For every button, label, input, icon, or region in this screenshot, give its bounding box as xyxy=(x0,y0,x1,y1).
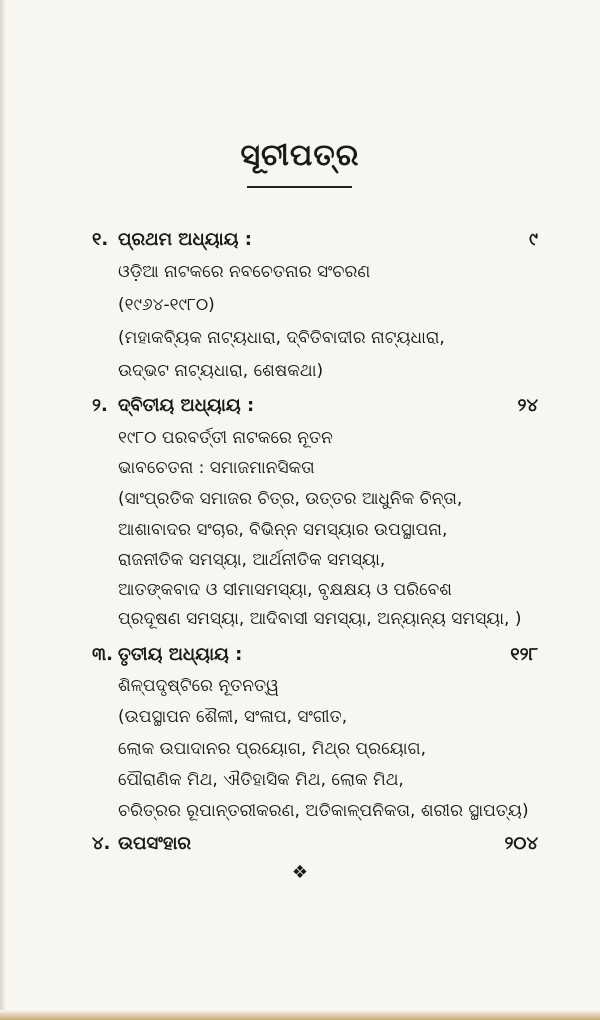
chapter-description-line: ଓଡ଼ିଆ ନାଟକରେ ନବଚେତନାର ସଂଚରଣ xyxy=(118,262,371,282)
chapter-description-line: (ଉପସ୍ଥାପନ ଶୈଳୀ, ସଂଳାପ, ସଂଗୀତ, xyxy=(118,707,348,727)
end-ornament-icon: ❖ xyxy=(291,862,309,883)
chapter-description-line: ଭାବଚେତନା : ସମାଜମାନସିକତା xyxy=(118,458,315,478)
chapter-heading: ଉପସଂହାର xyxy=(118,833,192,854)
chapter-description-line: ଲୋକ ଉପାଦାନର ପ୍ରୟୋଗ, ମିଥ୍ର ପ୍ରୟୋଗ, xyxy=(118,739,426,759)
chapter-description-line: ଶିଳ୍ପଦୃଷ୍ଟିରେ ନୂତନତ୍ୱ xyxy=(118,676,279,696)
chapter-number: ୪. xyxy=(92,833,111,854)
chapter-heading: ତୃତୀୟ ଅଧ୍ୟାୟ : xyxy=(118,644,243,665)
chapter-description-line: (ସାଂପ୍ରତିକ ସମାଜର ଚିତ୍ର, ଉତ୍ତର ଆଧୁନିକ ଚିନ୍ତା, xyxy=(118,489,463,509)
chapter-number: ୨. xyxy=(92,395,108,416)
page-title: ସୂଚୀପତ୍ର xyxy=(240,138,360,173)
chapter-description-line: ଆଶାବାଦର ସଂଚାର, ବିଭିନ୍ନ ସମସ୍ୟାର ଉପସ୍ଥାପନା, xyxy=(118,520,448,540)
page-bottom-edge xyxy=(0,1010,600,1020)
chapter-heading: ଦ୍ବିତୀୟ ଅଧ୍ୟାୟ : xyxy=(118,395,255,416)
chapter-description-line: ଆତଙ୍କବାଦ ଓ ସୀମାସମସ୍ୟା, ବୃକ୍ଷକ୍ଷୟ ଓ ପରିବେଶ xyxy=(118,580,452,600)
chapter-page-number: ୧୨୮ xyxy=(510,644,538,665)
chapter-number: ୩. xyxy=(92,644,113,665)
chapter-description-line: ପ୍ରଦୂଷଣ ସମସ୍ୟା, ଆଦିବାସୀ ସମସ୍ୟା, ଅନ୍ୟାନ୍ୟ ସମସ୍ୟା, ) xyxy=(118,609,522,629)
chapter-page-number: ୯ xyxy=(529,229,538,250)
chapter-number: ୧. xyxy=(92,229,109,250)
title-underline xyxy=(247,186,352,188)
chapter-page-number: ୨୦୪ xyxy=(504,833,538,854)
chapter-description-line: (ମହାକବ୍ୟିକ ନାଟ୍ୟଧାରା, ଦ୍ବିତିବାଦୀର ନାଟ୍ୟଧାରା, xyxy=(118,328,445,348)
chapter-description-line: ପୌରାଣିକ ମିଥ, ଐତିହାସିକ ମିଥ, ଲୋକ ମିଥ, xyxy=(118,770,404,790)
chapter-description-line: ରାଜନୀତିକ ସମସ୍ୟା, ଆର୍ଥନୀତିକ ସମସ୍ୟା, xyxy=(118,550,386,570)
chapter-page-number: ୨୪ xyxy=(517,395,538,416)
chapter-description-line: (୧୯୬୪-୧୯୮୦) xyxy=(118,295,215,315)
chapter-description-line: ଉଦ୍ଭଟ ନାଟ୍ୟଧାରା, ଶେଷକଥା) xyxy=(118,361,324,381)
chapter-description-line: ୧୯୮୦ ପରବର୍ତ୍ତୀ ନାଟକରେ ନୂତନ xyxy=(118,428,333,448)
chapter-description-line: ଚରିତ୍ରର ରୂପାନ୍ତରୀକରଣ, ଅତିକାଳ୍ପନିକତା, ଶରୀର ସ୍ଥାପତ୍ୟ) xyxy=(118,801,529,821)
chapter-heading: ପ୍ରଥମ ଅଧ୍ୟାୟ : xyxy=(118,229,252,250)
